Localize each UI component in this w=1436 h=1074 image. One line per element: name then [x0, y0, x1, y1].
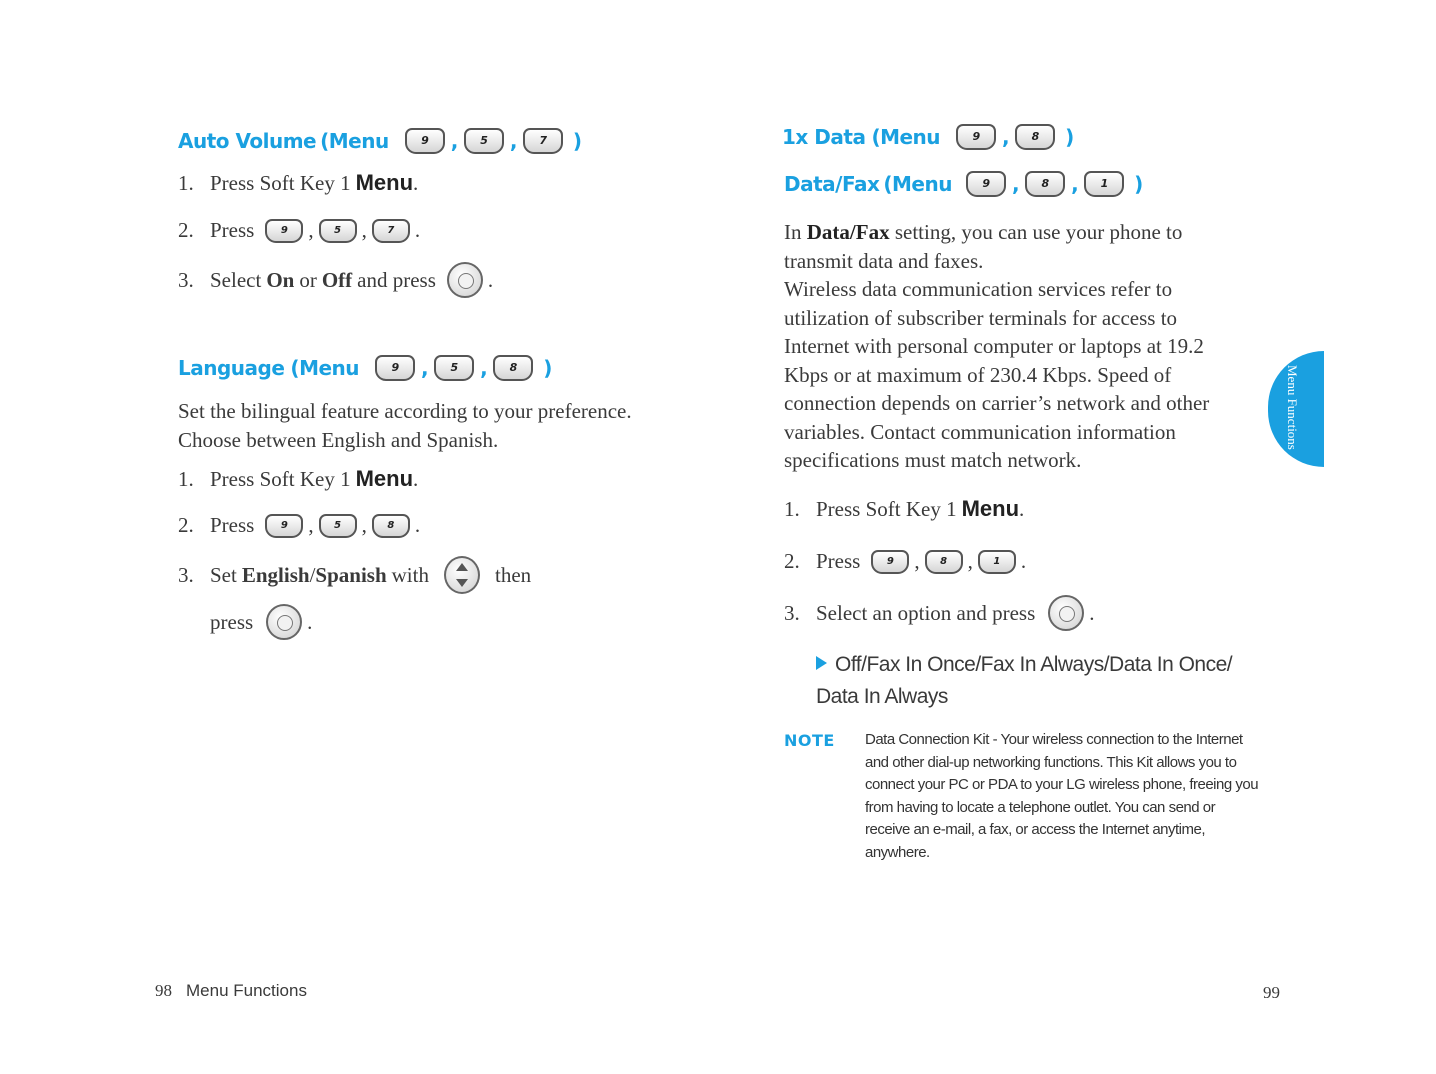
key-8-icon: 8	[925, 550, 963, 574]
key-9-icon: 9	[405, 128, 445, 154]
data-fax-intro	[784, 218, 1242, 275]
note-text: Data Connection Kit - Your wireless connection to the Internet and other dial-up networking functions. This Kit allows you to connect your PC or PDA to your LG wireless phone, freeing you from having to locate a telephone outlet. You can send or receive an e-mail, a fax, or access the Internet anytime, anywhere.	[865, 731, 1259, 861]
language-title: Language	[178, 356, 285, 380]
key-1-icon: 1	[978, 550, 1016, 574]
step-number: 1.	[178, 466, 194, 491]
key-5-icon: 5	[434, 355, 474, 381]
step-text: then	[494, 562, 532, 587]
key-7-icon: 7	[523, 128, 563, 154]
page-number: 99	[1263, 983, 1280, 1002]
menu-label: (Menu	[290, 356, 360, 380]
key-9-icon: 9	[871, 550, 909, 574]
1x-data-heading: 1x Data (Menu 9 , 8 )	[782, 125, 1074, 149]
menu-label: (Menu	[320, 129, 389, 153]
key-9-icon: 9	[375, 355, 415, 381]
step-period: .	[487, 267, 494, 292]
auto-volume-title: Auto Volume	[178, 129, 317, 153]
key-8-icon: 8	[1025, 171, 1065, 197]
menu-softkey-label: Menu	[961, 496, 1020, 521]
data-fax-description	[784, 218, 1242, 475]
auto-volume-step-3	[178, 262, 493, 298]
step-number: 2.	[178, 513, 194, 537]
step-period: .	[413, 170, 419, 195]
step-text: Press	[210, 218, 255, 242]
step-text: or	[299, 267, 317, 292]
step-text: Select	[210, 267, 262, 292]
step-text: press	[210, 609, 254, 634]
key-9-icon: 9	[265, 219, 303, 243]
option-off: Off	[321, 267, 353, 292]
page-number: 98	[155, 981, 172, 1000]
right-page	[718, 0, 1436, 1074]
option-on: On	[266, 267, 295, 292]
menu-softkey-label: Menu	[355, 466, 414, 491]
key-1-icon: 1	[1084, 171, 1124, 197]
data-fax-options	[816, 649, 1256, 713]
option-english: English	[241, 562, 310, 587]
tab-label: Menu Functions	[1285, 365, 1300, 450]
left-footer	[155, 981, 307, 1001]
data-fax-step-1	[784, 496, 1024, 522]
language-heading: Language (Menu 9 , 5 , 8 )	[178, 356, 552, 380]
data-fax-desc: Wireless data communication services refer to utilization of subscriber terminals for access to Internet with personal computer or laptops at 19.2 Kbps or at maximum of 230.4 Kbps. Speed of connection depends on carrier’s network and other variables. Contact communication information specifications must match network.	[784, 277, 1210, 472]
step-text: Press	[816, 549, 861, 573]
key-5-icon: 5	[319, 514, 357, 538]
step-number: 3.	[178, 267, 194, 292]
language-step-3-cont	[210, 604, 312, 640]
menu-label: (Menu	[871, 125, 941, 149]
close-paren: )	[1134, 172, 1143, 196]
step-period: .	[1020, 549, 1027, 573]
step-number: 3.	[784, 600, 800, 625]
menu-label: (Menu	[883, 172, 952, 196]
key-8-icon: 8	[372, 514, 410, 538]
step-text: Press Soft Key 1	[210, 466, 351, 491]
nav-key-icon	[444, 556, 480, 594]
step-period: .	[1019, 496, 1025, 521]
language-step-1	[178, 466, 418, 492]
auto-volume-step-2: 2. Press 9 , 5 , 7 .	[178, 218, 421, 242]
menu-softkey-label: Menu	[355, 170, 414, 195]
auto-volume-step-1	[178, 170, 418, 196]
step-period: .	[307, 609, 313, 634]
step-text: Press Soft Key 1	[816, 496, 957, 521]
options-text: Off/Fax In Once/Fax In Always/Data In Once/ Data In Always	[816, 653, 1233, 708]
close-paren: )	[572, 129, 582, 153]
key-9-icon: 9	[956, 124, 996, 150]
option-spanish: Spanish	[315, 562, 387, 587]
footer-section: Menu Functions	[186, 981, 307, 1000]
language-step-2: 2. Press 9 , 5 , 8 .	[178, 513, 421, 537]
step-text: and press	[357, 267, 436, 292]
ok-button-icon	[447, 262, 483, 298]
key-8-icon: 8	[1015, 124, 1055, 150]
step-text: Press	[210, 513, 255, 537]
data-fax-heading: Data/Fax (Menu 9 , 8 , 1 )	[784, 172, 1143, 196]
step-number: 2.	[784, 549, 800, 573]
step-number: 1.	[784, 496, 800, 521]
language-description	[178, 397, 678, 454]
triangle-bullet-icon	[816, 656, 827, 670]
key-5-icon: 5	[464, 128, 504, 154]
data-fax-step-3	[784, 595, 1095, 631]
key-8-icon: 8	[493, 355, 533, 381]
1x-data-title: 1x Data	[782, 125, 866, 149]
note-label: NOTE	[784, 731, 835, 750]
step-text: Select an option and press	[816, 600, 1036, 625]
step-text: Set	[210, 562, 237, 587]
data-fax-title: Data/Fax	[784, 172, 880, 196]
step-period: .	[1089, 600, 1095, 625]
step-number: 1.	[178, 170, 194, 195]
step-number: 3.	[178, 562, 194, 587]
ok-button-icon	[1048, 595, 1084, 631]
key-5-icon: 5	[319, 219, 357, 243]
close-paren: )	[543, 356, 552, 380]
step-text: with	[391, 562, 429, 587]
slash: /	[309, 562, 316, 587]
auto-volume-heading: Auto Volume (Menu 9 , 5 , 7 )	[178, 129, 582, 153]
language-para-1: Set the bilingual feature according to your preference.	[178, 399, 632, 423]
step-number: 2.	[178, 218, 194, 242]
key-9-icon: 9	[966, 171, 1006, 197]
step-period: .	[413, 466, 419, 491]
key-7-icon: 7	[372, 219, 410, 243]
step-period: .	[414, 218, 421, 242]
ok-button-icon	[266, 604, 302, 640]
right-footer	[1263, 983, 1294, 1003]
intro-text: In	[784, 220, 802, 244]
language-para-2: Choose between English and Spanish.	[178, 427, 499, 452]
language-step-3	[178, 556, 531, 594]
close-paren: )	[1065, 125, 1074, 149]
data-fax-step-2: 2. Press 9 , 8 , 1 .	[784, 549, 1027, 573]
intro-bold: Data/Fax	[806, 220, 890, 244]
step-text: Press Soft Key 1	[210, 170, 351, 195]
key-9-icon: 9	[265, 514, 303, 538]
intro-text: setting, you can use your phone to transmit data and faxes.	[784, 220, 1183, 273]
step-period: .	[414, 513, 421, 537]
